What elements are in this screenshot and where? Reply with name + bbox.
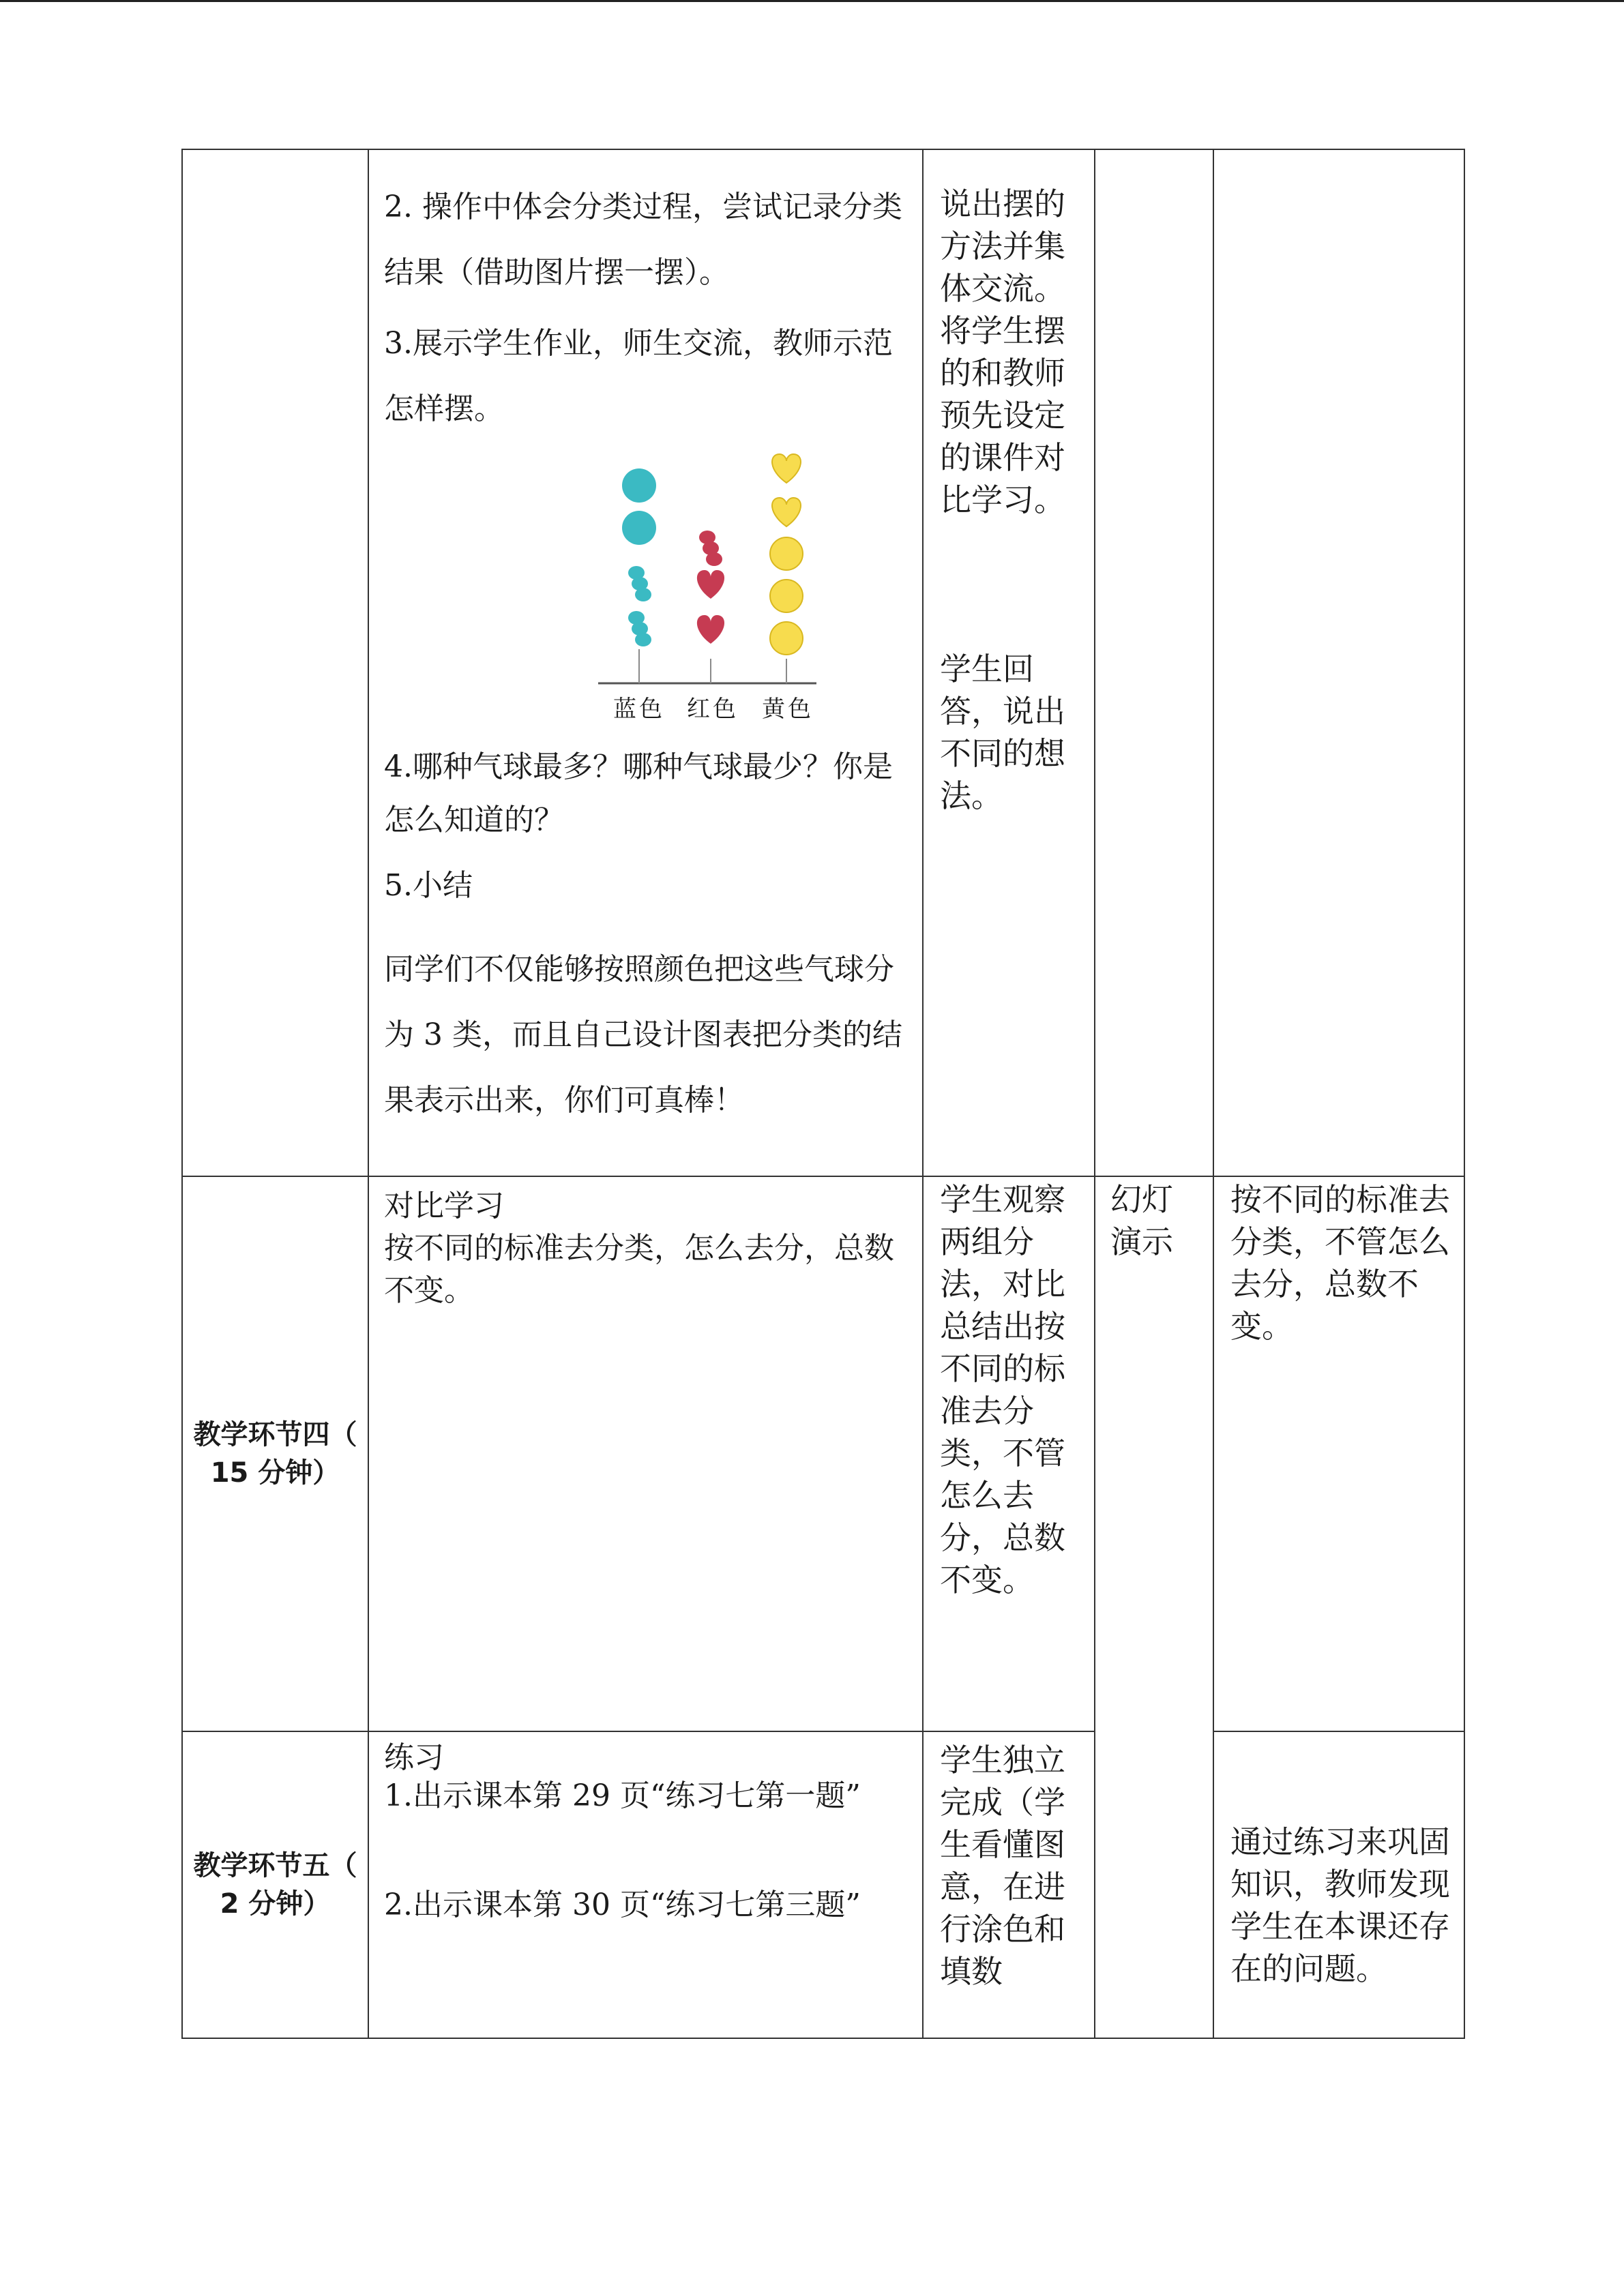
section-title: 练习 — [384, 1740, 444, 1775]
label-red: 红色 — [687, 696, 739, 723]
red-long-balloon — [699, 531, 722, 566]
stage-cell — [182, 1176, 368, 1731]
student-activity-cell — [923, 149, 1095, 1176]
section-body: 按不同的标准去分类，怎么去分，总数不变。 — [384, 1231, 894, 1308]
intent-cell-empty — [1213, 149, 1464, 1176]
yellow-round-balloon — [770, 622, 803, 655]
intent-cell — [1213, 1731, 1464, 2038]
teacher-activity-cell — [368, 1176, 923, 1731]
media-cell-empty — [1095, 149, 1213, 1176]
student-text: 学生观察两组分法，对比总结出按不同的标准去分类，不管怎么去分，总数不变。 — [940, 1181, 1065, 1598]
label-blue: 蓝色 — [613, 696, 665, 723]
media-text: 幻灯演示 — [1110, 1181, 1173, 1260]
yellow-round-balloon — [770, 580, 803, 612]
student-text-a: 说出摆的方法并集体交流。将学生摆的和教师预先设定的课件对比学习。 — [940, 185, 1065, 518]
student-activity-cell — [923, 1176, 1095, 1731]
balloon-classification-figure — [598, 450, 864, 736]
stage-label-4: 教学环节四（ 15 分钟） — [193, 1419, 357, 1489]
media-cell — [1095, 1176, 1213, 2038]
yellow-balloon-column — [770, 454, 803, 683]
intent-text: 按不同的标准去分类，不管怎么去分，总数不变。 — [1230, 1181, 1450, 1345]
red-heart-balloon — [697, 615, 724, 644]
intent-text: 通过练习来巩固知识，教师发现学生在本课还存在的问题。 — [1230, 1823, 1450, 1987]
exercise-item-2: 2.出示课本第 30 页“练习七第三题” — [384, 1888, 861, 1922]
blue-round-balloon — [622, 468, 656, 503]
section-title: 对比学习 — [384, 1189, 504, 1223]
table-row — [182, 1731, 1464, 2038]
teacher-activity-cell — [368, 149, 923, 1176]
intent-cell — [1213, 1176, 1464, 1731]
student-activity-cell — [923, 1731, 1095, 2038]
red-heart-balloon — [697, 570, 724, 599]
blue-round-balloon — [622, 511, 656, 545]
summary-text: 同学们不仅能够按照颜色把这些气球分为 3 类，而且自己设计图表把分类的结果表示出来，你们可真棒！ — [384, 952, 902, 1118]
label-yellow: 黄色 — [762, 696, 814, 723]
blue-long-balloon — [628, 566, 651, 601]
stage-cell-empty — [182, 149, 368, 1176]
student-text-b: 学生回答，说出不同的想法。 — [940, 651, 1065, 814]
yellow-heart-balloon — [772, 454, 801, 483]
step-2-text: 2. 操作中体会分类过程，尝试记录分类结果（借助图片摆一摆）。 — [384, 190, 902, 290]
teacher-activity-cell — [368, 1731, 923, 2038]
lesson-plan-table — [181, 149, 1465, 2039]
student-text: 学生独立完成（学生看懂图意，在进行涂色和填数 — [940, 1742, 1065, 1990]
stage-label-5: 教学环节五（ 2 分钟） — [193, 1850, 357, 1920]
yellow-round-balloon — [770, 537, 803, 570]
red-balloon-column — [697, 531, 724, 683]
stage-cell — [182, 1731, 368, 2038]
yellow-heart-balloon — [772, 498, 801, 526]
step-4-text: 4.哪种气球最多？哪种气球最少？你是怎么知道的？ — [384, 749, 893, 837]
blue-balloon-column — [622, 468, 656, 683]
table-row — [182, 149, 1464, 1176]
blue-long-balloon — [628, 611, 651, 646]
step-3-text: 3.展示学生作业，师生交流，教师示范怎样摆。 — [384, 326, 893, 426]
step-5-text: 5.小结 — [384, 868, 473, 903]
table-row — [182, 1176, 1464, 1731]
page-top-border — [0, 0, 1624, 2]
exercise-item-1: 1.出示课本第 29 页“练习七第一题” — [384, 1778, 861, 1813]
